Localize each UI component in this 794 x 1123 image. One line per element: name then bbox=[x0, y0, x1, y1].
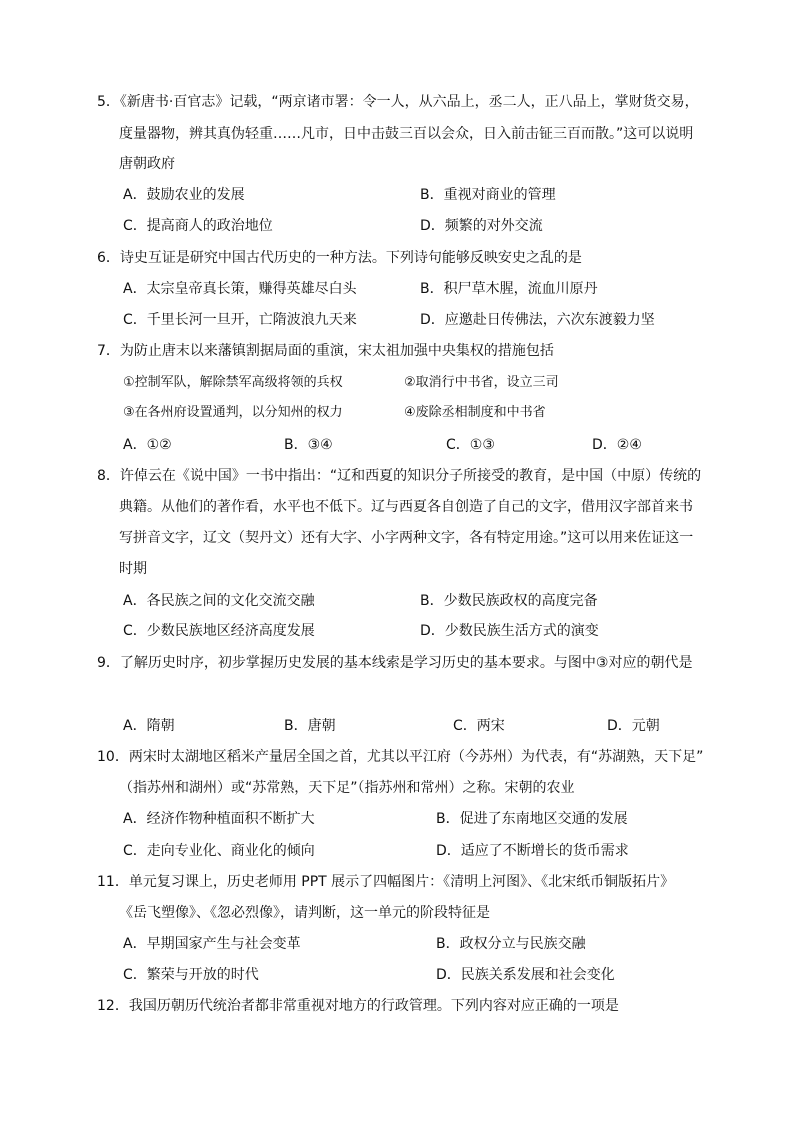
question-11-line-1 bbox=[97, 873, 674, 891]
question-10-option-b: B．促进了东南地区交通的发展 bbox=[436, 811, 628, 827]
question-10-line-1 bbox=[97, 748, 703, 766]
question-number: 11． bbox=[97, 874, 129, 890]
question-6-option-a: A．太宗皇帝真长策，赚得英雄尽白头 bbox=[123, 281, 357, 297]
question-9-option-b: B．唐朝 bbox=[284, 718, 336, 734]
question-stem: 单元复习课上，历史老师用 PPT 展示了四幅图片：《清明上河图》、《北宋纸币铜版拓片》 bbox=[128, 874, 675, 890]
question-7-item-1: ①控制军队，解除禁军高级将领的兵权 bbox=[123, 375, 343, 390]
question-8-line-1 bbox=[97, 467, 701, 485]
question-9-option-a: A．隋朝 bbox=[123, 718, 175, 734]
question-8-option-d: D．少数民族生活方式的演变 bbox=[420, 623, 599, 639]
question-stem: 诗史互证是研究中国古代历史的一种方法。下列诗句能够反映安史之乱的是 bbox=[119, 250, 582, 266]
question-number: 5． bbox=[97, 94, 120, 110]
question-11-option-b: B．政权分立与民族交融 bbox=[436, 936, 586, 952]
question-11-option-a: A．早期国家产生与社会变革 bbox=[123, 936, 301, 952]
question-10-line-2: （指苏州和湖州）或“苏常熟，天下足”（指苏州和常州）之称。宋朝的农业 bbox=[119, 780, 575, 796]
question-10-option-d: D．适应了不断增长的货币需求 bbox=[436, 843, 629, 859]
question-9-option-c: C．两宋 bbox=[453, 718, 505, 734]
question-number: 7． bbox=[97, 343, 120, 359]
question-9-option-d: D．元朝 bbox=[607, 718, 660, 734]
question-number: 8． bbox=[97, 468, 120, 484]
question-12-line-1 bbox=[97, 997, 619, 1015]
question-7-option-b: B．③④ bbox=[284, 437, 333, 453]
question-6-option-d: D．应邀赴日传佛法，六次东渡毅力坚 bbox=[420, 312, 655, 328]
question-stem: 许倬云在《说中国》一书中指出：“辽和西夏的知识分子所接受的教育，是中国（中原）传统的 bbox=[119, 468, 702, 484]
question-number: 6． bbox=[97, 250, 120, 266]
question-7-item-2: ②取消行中书省，设立三司 bbox=[404, 375, 559, 390]
question-number: 12． bbox=[97, 998, 129, 1014]
question-8-option-a: A．各民族之间的文化交流交融 bbox=[123, 593, 315, 609]
question-5-line-1 bbox=[97, 93, 699, 111]
question-11-line-2: 《岳飞塑像》、《忽必烈像》，请判断，这一单元的阶段特征是 bbox=[119, 905, 490, 921]
question-6-option-c: C．千里长河一旦开，亡隋波浪九天来 bbox=[123, 312, 357, 328]
question-5-line-3: 唐朝政府 bbox=[119, 156, 175, 172]
question-5-option-c: C．提高商人的政治地位 bbox=[123, 218, 273, 234]
question-number: 10． bbox=[97, 749, 129, 765]
question-7-option-c: C．①③ bbox=[446, 437, 495, 453]
question-5-option-b: B．重视对商业的管理 bbox=[420, 187, 556, 203]
question-8-option-b: B．少数民族政权的高度完备 bbox=[420, 593, 598, 609]
question-stem: 了解历史时序，初步掌握历史发展的基本线索是学习历史的基本要求。与图中③对应的朝代是 bbox=[119, 655, 693, 671]
question-10-option-c: C．走向专业化、商业化的倾向 bbox=[123, 843, 315, 859]
question-6-option-b: B．积尸草木腥，流血川原丹 bbox=[420, 281, 598, 297]
question-11-option-c: C．繁荣与开放的时代 bbox=[123, 967, 259, 983]
question-8-line-4: 时期 bbox=[119, 561, 147, 577]
question-7-option-a: A．①② bbox=[123, 437, 172, 453]
question-6-line-1 bbox=[97, 249, 582, 267]
question-11-option-d: D．民族关系发展和社会变化 bbox=[436, 967, 615, 983]
question-stem: 《新唐书·百官志》记载，“两京诸市署：令一人，从六品上，丞二人，正八品上，掌财货交易， bbox=[119, 94, 699, 110]
question-8-option-c: C．少数民族地区经济高度发展 bbox=[123, 623, 315, 639]
question-stem: 为防止唐末以来藩镇割据局面的重演，宋太祖加强中央集权的措施包括 bbox=[119, 343, 554, 359]
question-8-line-3: 写拼音文字，辽文（契丹文）还有大字、小字两种文字，各有特定用途。”这可以用来佐证这一 bbox=[119, 530, 694, 546]
question-7-option-d: D．②④ bbox=[592, 437, 642, 453]
question-5-line-2: 度量器物，辨其真伪轻重……凡市，日中击鼓三百以会众，日入前击钲三百而散。”这可以说明 bbox=[119, 126, 694, 142]
question-stem: 我国历朝历代统治者都非常重视对地方的行政管理。下列内容对应正确的一项是 bbox=[128, 998, 619, 1014]
question-10-option-a: A．经济作物种植面积不断扩大 bbox=[123, 811, 315, 827]
question-9-line-1 bbox=[97, 654, 692, 672]
question-5-option-a: A．鼓励农业的发展 bbox=[123, 187, 245, 203]
question-5-option-d: D．频繁的对外交流 bbox=[420, 218, 543, 234]
question-7-item-3: ③在各州府设置通判，以分知州的权力 bbox=[123, 405, 343, 420]
question-7-item-4: ④废除丞相制度和中书省 bbox=[404, 405, 546, 420]
question-8-line-2: 典籍。从他们的著作看，水平也不低下。辽与西夏各自创造了自己的文字，借用汉字部首来书 bbox=[119, 499, 693, 515]
question-stem: 两宋时太湖地区稻米产量居全国之首，尤其以平江府（今苏州）为代表，有“苏湖熟，天下足” bbox=[128, 749, 704, 765]
question-number: 9． bbox=[97, 655, 120, 671]
question-7-line-1 bbox=[97, 342, 554, 360]
